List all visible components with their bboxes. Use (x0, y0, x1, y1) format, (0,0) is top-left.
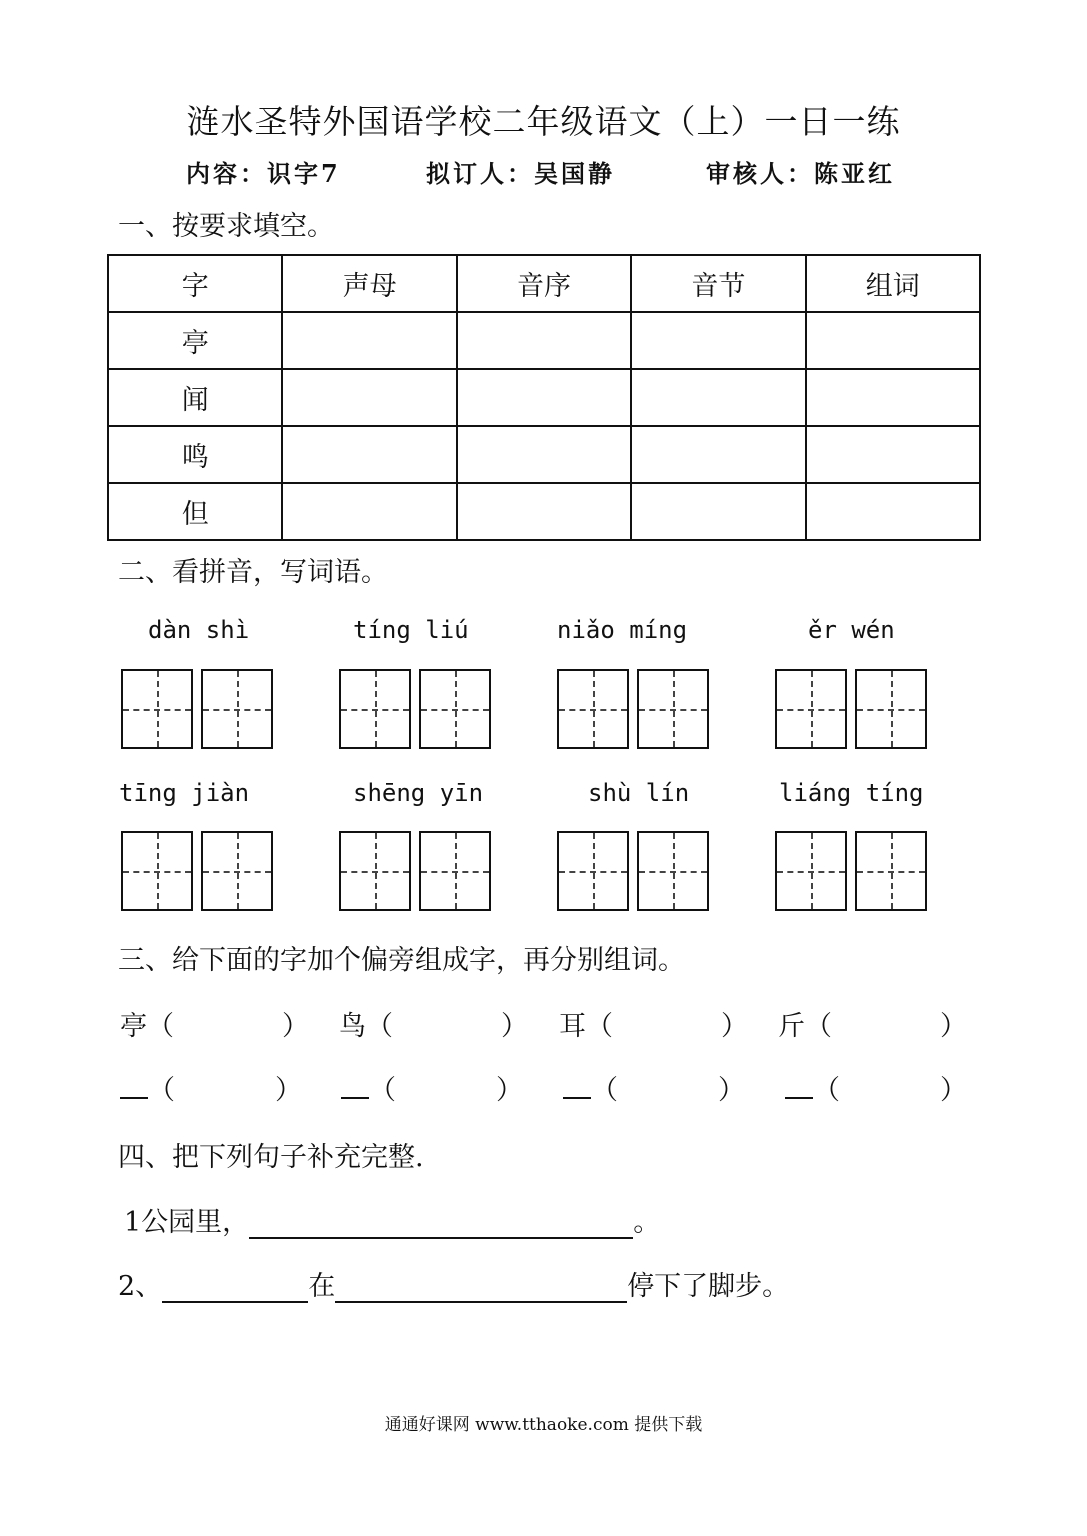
pinyin-label: niǎo míng (557, 616, 688, 644)
close-paren: ） (721, 1011, 748, 1042)
answer-cell[interactable] (806, 483, 980, 540)
char-blank[interactable] (341, 1071, 369, 1099)
open-paren: （ (147, 1011, 174, 1042)
section4-heading: 四、把下列句子补充完整. (118, 1142, 424, 1173)
answer-cell[interactable] (631, 483, 805, 540)
writing-box[interactable] (775, 669, 847, 749)
close-paren: ） (275, 1075, 302, 1106)
answer-cell[interactable] (282, 483, 456, 540)
close-paren: ） (282, 1011, 309, 1042)
sentence-end: 。 (633, 1207, 661, 1238)
section3-heading: 三、给下面的字加个偏旁组成字，再分别组词。 (118, 945, 685, 976)
writing-box[interactable] (637, 669, 709, 749)
answer-cell[interactable] (806, 312, 980, 369)
open-paren: （ (805, 1011, 832, 1042)
radical-item (120, 1004, 309, 1043)
answer-cell[interactable] (631, 426, 805, 483)
answer-cell[interactable] (631, 369, 805, 426)
writing-box[interactable] (339, 831, 411, 911)
answer-cell[interactable] (457, 312, 631, 369)
writing-box[interactable] (637, 831, 709, 911)
word-item (785, 1068, 967, 1107)
table-row (108, 369, 980, 426)
char-blank[interactable] (563, 1071, 591, 1099)
close-paren: ） (718, 1075, 745, 1106)
char-cell: 闻 (108, 369, 282, 426)
word-item (563, 1068, 745, 1107)
radical-char: 亭 (120, 1011, 147, 1042)
pinyin-label: tīng jiàn (119, 779, 250, 807)
writing-box[interactable] (419, 669, 491, 749)
open-paren: （ (586, 1011, 613, 1042)
open-paren: （ (591, 1075, 618, 1106)
table-row (108, 483, 980, 540)
open-paren: （ (813, 1075, 840, 1106)
header-cell: 声母 (282, 255, 456, 312)
sentence-prefix: 1公园里， (124, 1207, 250, 1238)
header-cell: 音节 (631, 255, 805, 312)
section1-heading: 一、按要求填空。 (118, 211, 334, 242)
pinyin-label: liáng tíng (779, 779, 924, 807)
radical-char: 鸟 (339, 1011, 366, 1042)
sentence-mid: 在 (308, 1271, 336, 1302)
writing-box[interactable] (419, 831, 491, 911)
footer-text: 通通好课网 www.tthaoke.com 提供下载 (384, 1415, 703, 1435)
answer-cell[interactable] (457, 483, 631, 540)
section2-heading: 二、看拼音，写词语。 (118, 557, 388, 588)
radical-char: 斤 (778, 1011, 805, 1042)
word-item (120, 1068, 302, 1107)
char-blank[interactable] (120, 1071, 148, 1099)
table-row (108, 426, 980, 483)
writing-box[interactable] (557, 831, 629, 911)
meta-content: 内容：识字7 (186, 159, 341, 188)
sentence-2 (118, 1264, 789, 1303)
char-cell: 鸣 (108, 426, 282, 483)
char-cell: 亭 (108, 312, 282, 369)
sentence-blank[interactable] (249, 1211, 633, 1239)
close-paren: ） (940, 1075, 967, 1106)
answer-cell[interactable] (631, 312, 805, 369)
char-cell: 但 (108, 483, 282, 540)
pinyin-label: dàn shì (148, 616, 250, 644)
radical-char: 耳 (559, 1011, 586, 1042)
writing-box[interactable] (855, 831, 927, 911)
page-title: 涟水圣特外国语学校二年级语文（上）一日一练 (186, 102, 901, 141)
answer-cell[interactable] (282, 312, 456, 369)
writing-box[interactable] (201, 669, 273, 749)
radical-item (778, 1004, 967, 1043)
meta-drafter: 拟订人：吴国静 (426, 159, 615, 188)
writing-box[interactable] (855, 669, 927, 749)
writing-box[interactable] (201, 831, 273, 911)
writing-box[interactable] (339, 669, 411, 749)
close-paren: ） (496, 1075, 523, 1106)
sentence-1 (124, 1200, 660, 1239)
answer-cell[interactable] (282, 369, 456, 426)
word-item (341, 1068, 523, 1107)
close-paren: ） (940, 1011, 967, 1042)
answer-cell[interactable] (806, 369, 980, 426)
writing-box[interactable] (121, 831, 193, 911)
header-cell: 字 (108, 255, 282, 312)
open-paren: （ (369, 1075, 396, 1106)
sentence-blank[interactable] (335, 1275, 627, 1303)
header-cell: 音序 (457, 255, 631, 312)
sentence-blank[interactable] (162, 1275, 308, 1303)
pinyin-label: ěr wén (808, 616, 895, 644)
answer-cell[interactable] (282, 426, 456, 483)
radical-item (559, 1004, 748, 1043)
table-header-row (108, 255, 980, 312)
pinyin-label: shēng yīn (353, 779, 484, 807)
open-paren: （ (148, 1075, 175, 1106)
fill-table (107, 254, 981, 541)
pinyin-label: shù lín (588, 779, 690, 807)
answer-cell[interactable] (806, 426, 980, 483)
pinyin-label: tíng liú (353, 616, 469, 644)
table-row (108, 312, 980, 369)
answer-cell[interactable] (457, 369, 631, 426)
header-cell: 组词 (806, 255, 980, 312)
radical-item (339, 1004, 528, 1043)
open-paren: （ (366, 1011, 393, 1042)
answer-cell[interactable] (457, 426, 631, 483)
sentence-prefix: 2、 (118, 1271, 163, 1302)
writing-box[interactable] (121, 669, 193, 749)
sentence-end: 停下了脚步。 (627, 1271, 790, 1302)
char-blank[interactable] (785, 1071, 813, 1099)
writing-box[interactable] (775, 831, 847, 911)
writing-box[interactable] (557, 669, 629, 749)
close-paren: ） (501, 1011, 528, 1042)
meta-reviewer: 审核人：陈亚红 (706, 159, 895, 188)
